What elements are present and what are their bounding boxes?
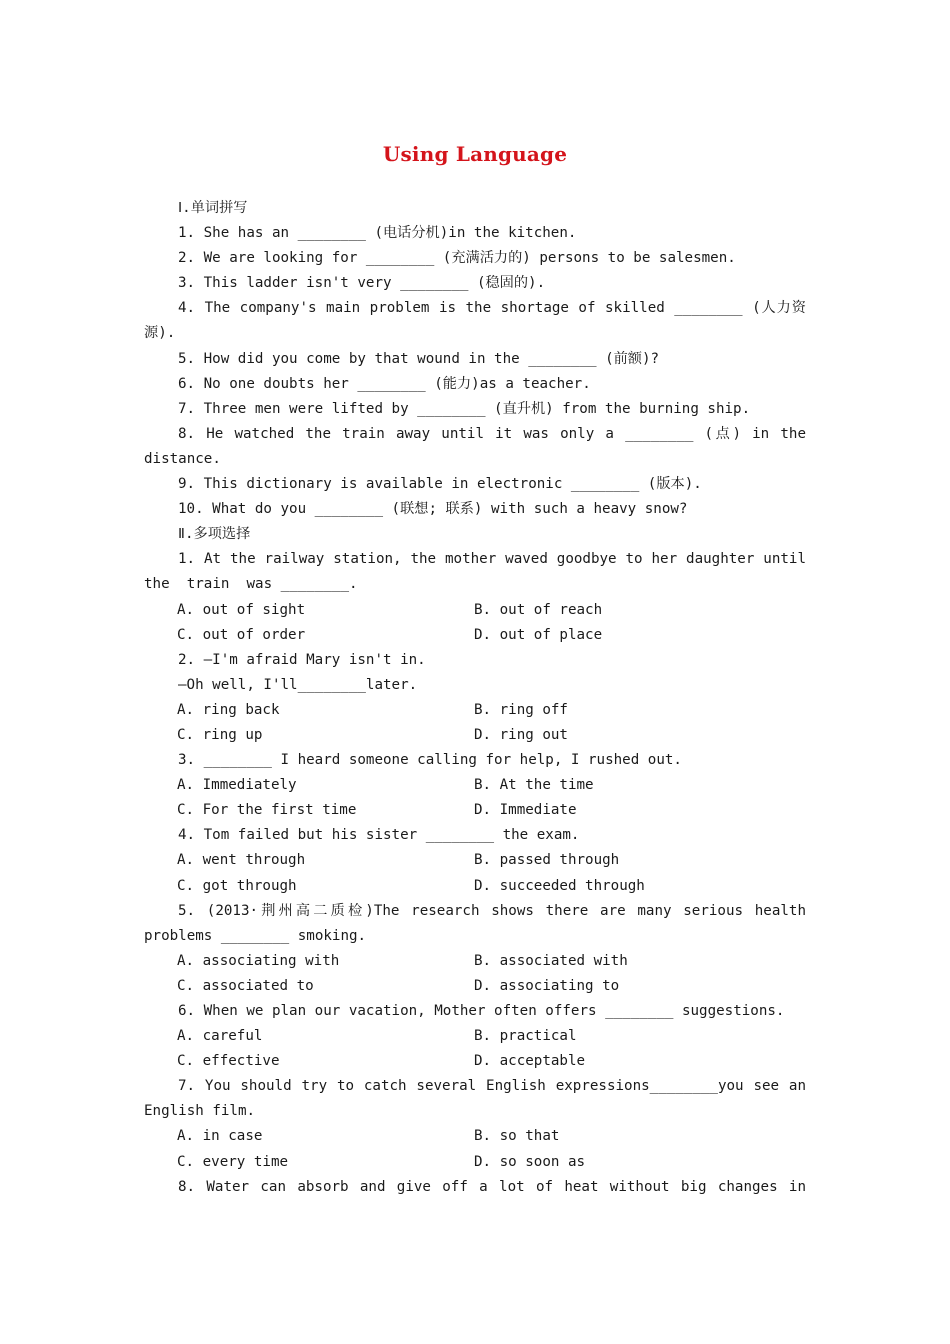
option-row bbox=[144, 773, 806, 798]
option-row bbox=[144, 949, 806, 974]
spelling-item: 4. The company's main problem is the shortage of skilled ________ (人力资 bbox=[178, 300, 806, 317]
option-c: C. associated to bbox=[177, 977, 314, 994]
option-d: D. out of place bbox=[474, 626, 603, 643]
exercise-content bbox=[144, 196, 806, 1200]
option-c: C. ring up bbox=[177, 726, 263, 743]
option-row bbox=[144, 723, 806, 748]
question-stem: 1. At the railway station, the mother waved goodbye to her daughter until bbox=[178, 551, 806, 568]
option-b: B. passed through bbox=[474, 852, 620, 869]
question-stem-continued: the train was ________. bbox=[144, 576, 358, 593]
question-stem: 5. (2013·荆州高二质检)The research shows there are many serious health bbox=[178, 902, 806, 919]
question-stem: 4. Tom failed but his sister ________ the exam. bbox=[178, 827, 580, 844]
option-a: A. in case bbox=[177, 1128, 263, 1145]
option-b: B. so that bbox=[474, 1128, 560, 1145]
option-b: B. At the time bbox=[474, 777, 594, 794]
option-b: B. associated with bbox=[474, 952, 628, 969]
spelling-item: 7. Three men were lifted by ________ (直升机) from the burning ship. bbox=[178, 400, 751, 417]
option-d: D. associating to bbox=[474, 977, 620, 994]
option-c: C. For the first time bbox=[177, 802, 357, 819]
option-d: D. Immediate bbox=[474, 802, 577, 819]
option-a: A. out of sight bbox=[177, 601, 306, 618]
option-b: B. practical bbox=[474, 1028, 577, 1045]
option-row bbox=[144, 623, 806, 648]
option-row bbox=[144, 1049, 806, 1074]
question-stem-continued: problems ________ smoking. bbox=[144, 927, 367, 944]
option-row bbox=[144, 698, 806, 723]
spelling-item: 1. She has an ________ (电话分机)in the kitchen. bbox=[178, 225, 577, 242]
option-d: D. succeeded through bbox=[474, 877, 645, 894]
spelling-item: 9. This dictionary is available in electronic ________ (版本). bbox=[178, 476, 702, 493]
option-row bbox=[144, 1150, 806, 1175]
option-b: B. ring off bbox=[474, 701, 568, 718]
question-stem: 7. You should try to catch several English expressions________you see an bbox=[178, 1078, 806, 1095]
spelling-item-continued: distance. bbox=[144, 450, 221, 467]
option-c: C. got through bbox=[177, 877, 297, 894]
option-row bbox=[144, 1124, 806, 1149]
section-heading-spelling: Ⅰ.单词拼写 bbox=[178, 200, 248, 216]
section-heading-multiple-choice: Ⅱ.多项选择 bbox=[178, 526, 251, 543]
option-c: C. every time bbox=[177, 1153, 289, 1170]
option-a: A. careful bbox=[177, 1028, 263, 1045]
option-d: D. acceptable bbox=[474, 1053, 586, 1070]
spelling-item: 8. He watched the train away until it was only a ________ (点) in the bbox=[178, 425, 806, 442]
spelling-item: 10. What do you ________ (联想; 联系) with such a heavy snow? bbox=[178, 501, 688, 518]
spelling-item: 6. No one doubts her ________ (能力)as a teacher. bbox=[178, 375, 591, 392]
question-stem-continued: —Oh well, I'll________later. bbox=[178, 676, 418, 693]
spelling-item: 5. How did you come by that wound in the ________ (前额)? bbox=[178, 350, 660, 367]
option-row bbox=[144, 874, 806, 899]
option-row bbox=[144, 1024, 806, 1049]
option-a: A. ring back bbox=[177, 701, 280, 718]
option-row bbox=[144, 798, 806, 823]
option-d: D. so soon as bbox=[474, 1153, 586, 1170]
question-stem-continued: English film. bbox=[144, 1103, 256, 1120]
question-stem: 8. Water can absorb and give off a lot of heat without big changes in bbox=[178, 1178, 806, 1195]
option-row bbox=[144, 848, 806, 873]
option-a: A. associating with bbox=[177, 952, 340, 969]
option-b: B. out of reach bbox=[474, 601, 603, 618]
option-row bbox=[144, 974, 806, 999]
spelling-item-continued: 源). bbox=[144, 325, 176, 342]
option-a: A. Immediately bbox=[177, 777, 297, 794]
option-c: C. effective bbox=[177, 1053, 280, 1070]
option-d: D. ring out bbox=[474, 726, 568, 743]
option-row bbox=[144, 598, 806, 623]
option-a: A. went through bbox=[177, 852, 306, 869]
question-stem: 6. When we plan our vacation, Mother often offers ________ suggestions. bbox=[178, 1003, 785, 1019]
spelling-item: 3. This ladder isn't very ________ (稳固的). bbox=[178, 275, 546, 292]
page-title: Using Language bbox=[382, 142, 568, 166]
option-c: C. out of order bbox=[177, 626, 306, 643]
question-stem: 2. —I'm afraid Mary isn't in. bbox=[178, 651, 426, 668]
spelling-item: 2. We are looking for ________ (充满活力的) persons to be salesmen. bbox=[178, 250, 736, 267]
question-stem: 3. ________ I heard someone calling for help, I rushed out. bbox=[178, 752, 682, 769]
